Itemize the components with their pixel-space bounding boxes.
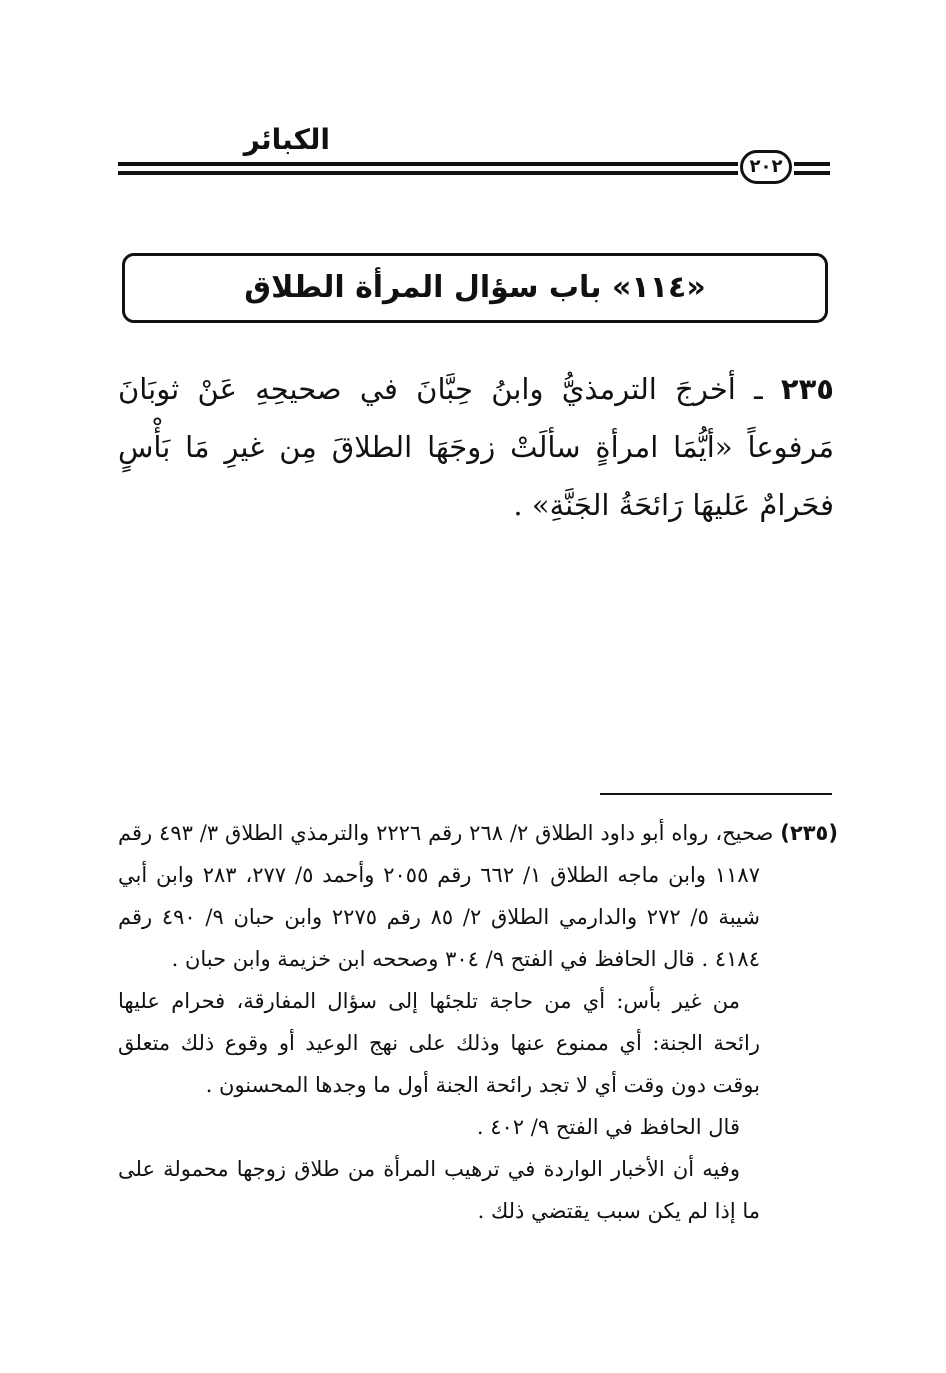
chapter-title: «١١٤» باب سؤال المرأة الطلاق	[244, 270, 706, 305]
footnote-hafiz-citation: قال الحافظ في الفتح ٩/ ٤٠٢ .	[476, 1115, 740, 1139]
header-double-rule-bottom	[118, 171, 738, 175]
hadith-text: ـ أخرجَ الترمذيُّ وابنُ حِبَّانَ في صحيحِهِ عَنْ ثوبَانَ مَرفوعاً «أيُّمَا امرأةٍ سألَتْ زوجَهَا الطلاقَ مِن غيرِ مَا بَأْسٍ فحَرامٌ عَليهَا رَائحَةُ الجَنَّةِ» .	[118, 372, 834, 522]
footnote-ref-number: (٢٣٥)	[780, 821, 838, 845]
footnote-note: وفيه أن الأخبار الواردة في ترهيب المرأة من طلاق زوجها محمولة على ما إذا لم يكن سبب يقتضي ذلك .	[118, 1157, 760, 1223]
footnotes	[118, 812, 838, 1232]
header-rule-right-bottom	[794, 171, 830, 175]
hadith-number: ٢٣٥	[780, 372, 834, 406]
chapter-title-box	[122, 253, 828, 323]
header-rule-right-top	[794, 162, 830, 166]
footnote-separator	[600, 793, 832, 795]
footnote-source-text: صحيح، رواه أبو داود الطلاق ٢/ ٢٦٨ رقم ٢٢٢٦ والترمذي الطلاق ٣/ ٤٩٣ رقم ١١٨٧ وابن ماجه الطلاق ١/ ٦٦٢ رقم ٢٠٥٥ وأحمد ٥/ ٢٧٧، ٢٨٣ وابن أبي شيبة ٥/ ٢٧٢ والدارمي الطلاق ٢/ ٨٥ رقم ٢٢٧٥ وابن حبان ٩/ ٤٩٠ رقم ٤١٨٤ . قال الحافظ في الفتح ٩/ ٣٠٤ وصححه ابن خزيمة وابن حبان .	[118, 821, 774, 971]
page-number: ٢٠٢	[740, 150, 792, 184]
header-double-rule-top	[118, 162, 738, 166]
hadith-paragraph	[118, 360, 834, 534]
footnote-explanation: من غير بأس: أي من حاجة تلجئها إلى سؤال المفارقة، فحرام عليها رائحة الجنة: أي ممنوع عنها وذلك على نهج الوعيد أو وقوع ذلك متعلق بوقت دون وقت أي لا تجد رائحة الجنة أول ما وجدها المحسنون .	[118, 989, 760, 1097]
footnote-source	[118, 812, 838, 980]
running-header-title: الكبائر	[243, 123, 330, 156]
